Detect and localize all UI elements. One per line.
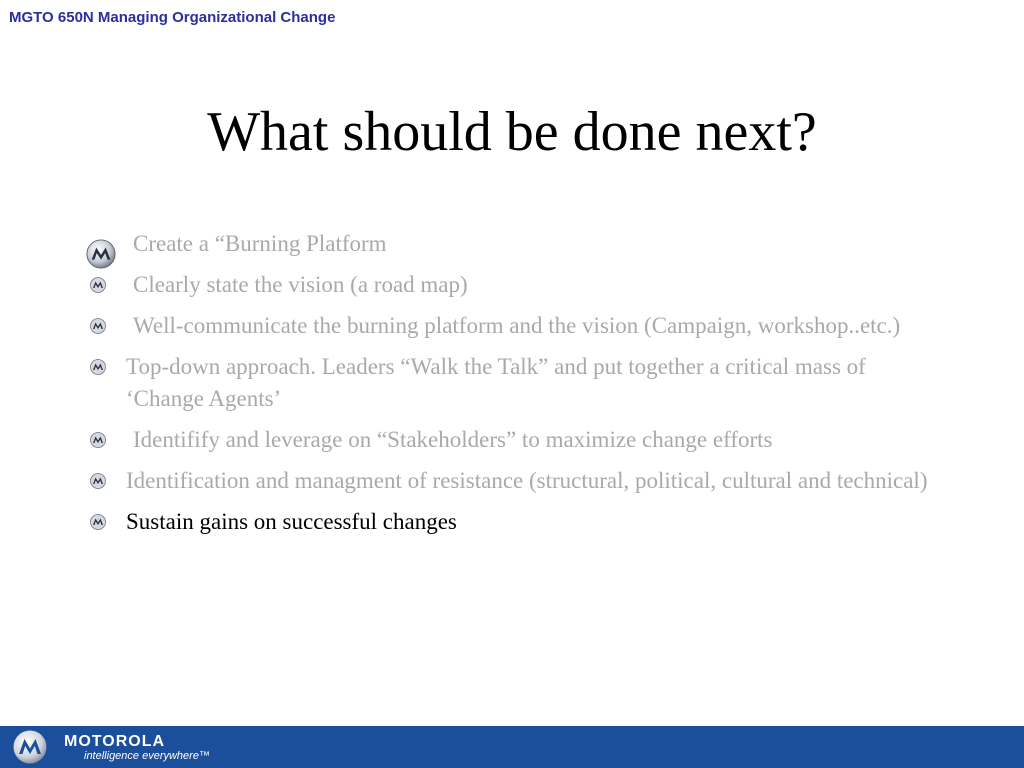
bullet-item	[86, 424, 946, 456]
motorola-batwing-logo-icon	[12, 729, 48, 765]
bullet-text: Sustain gains on successful changes	[126, 509, 457, 534]
bullet-item-active	[86, 506, 946, 538]
motorola-batwing-icon	[90, 514, 106, 530]
motorola-batwing-icon	[90, 359, 106, 375]
bullet-item	[86, 310, 946, 342]
footer-brand: MOTOROLA	[64, 733, 166, 750]
motorola-batwing-icon	[90, 277, 106, 293]
bullet-item	[86, 351, 946, 415]
bullet-text: Identification and managment of resistance (structural, political, cultural and technical)	[126, 468, 928, 493]
bullet-text: Create a “Burning Platform	[133, 231, 387, 256]
bullet-item	[86, 465, 946, 497]
bullet-item	[86, 269, 946, 301]
bullet-text: Top-down approach. Leaders “Walk the Talk” and put together a critical mass of ‘Change Agents’	[126, 354, 866, 411]
bullet-item	[86, 228, 946, 260]
footer-bar	[0, 726, 1024, 768]
bullet-list	[86, 228, 946, 547]
footer-tagline: intelligence everywhere™	[84, 750, 210, 762]
motorola-batwing-icon	[90, 318, 106, 334]
bullet-text: Clearly state the vision (a road map)	[133, 272, 468, 297]
slide-title: What should be done next?	[207, 101, 817, 163]
motorola-batwing-icon	[86, 239, 116, 269]
course-header: MGTO 650N Managing Organizational Change	[9, 9, 336, 26]
motorola-batwing-icon	[90, 432, 106, 448]
motorola-batwing-icon	[90, 473, 106, 489]
bullet-text: Well-communicate the burning platform and the vision (Campaign, workshop..etc.)	[133, 313, 901, 338]
bullet-text: Identifify and leverage on “Stakeholders” to maximize change efforts	[133, 427, 773, 452]
